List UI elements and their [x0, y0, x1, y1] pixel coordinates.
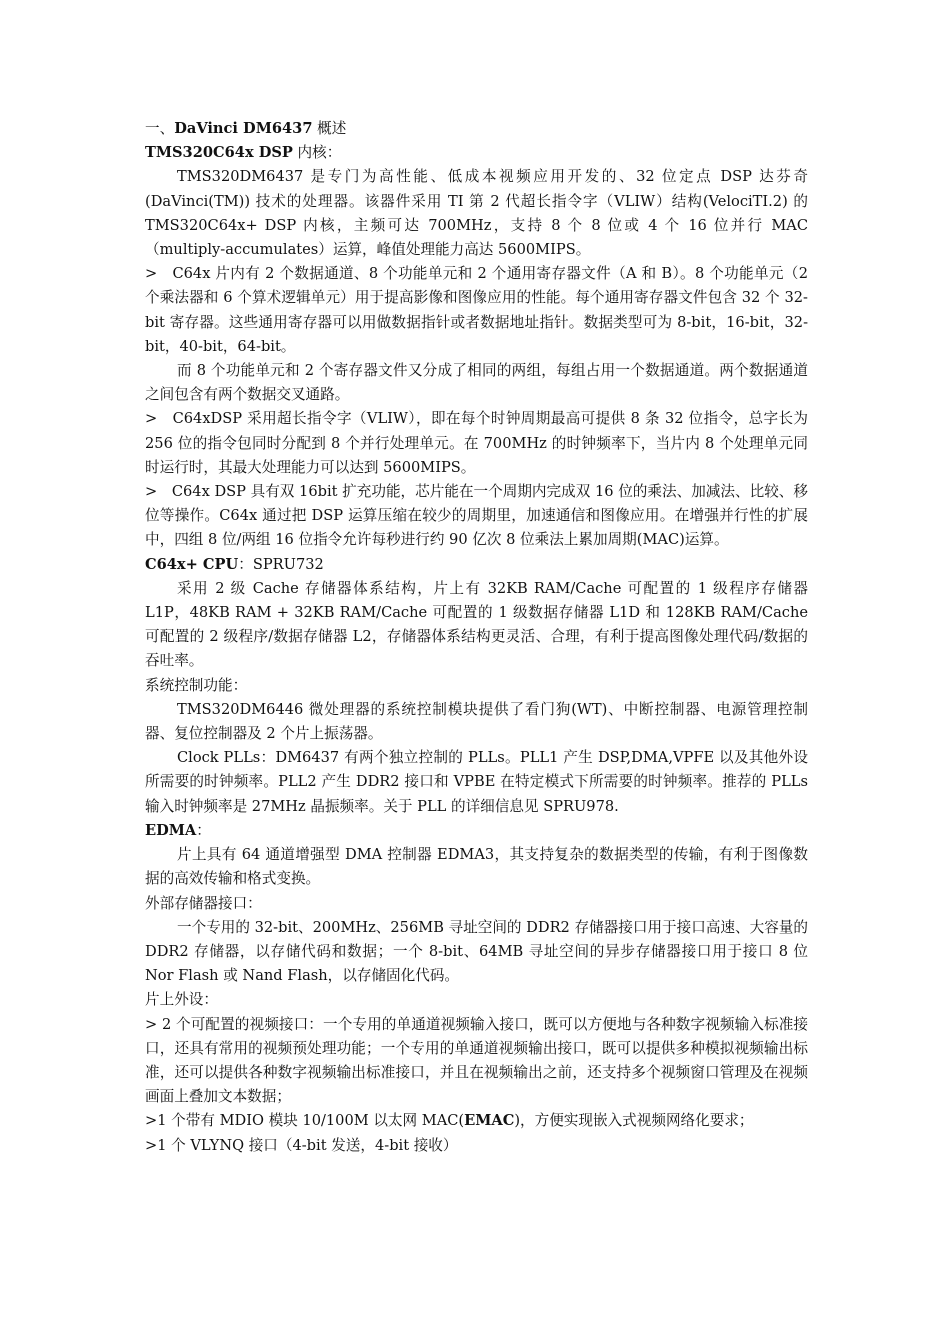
paragraph-system-control: TMS320DM6446 微处理器的系统控制模块提供了看门狗(WT)、中断控制器、电源管理控制器、复位控制器及 2 个片上振荡器。: [145, 700, 808, 743]
section-heading-external-memory: 外部存储器接口：: [145, 894, 262, 912]
paragraph-functional-units: 而 8 个功能单元和 2 个寄存器文件又分成了相同的两组，每组占用一个数据通道。两个数据通道之间包含有两个数据交叉通路。: [145, 362, 808, 404]
paragraph-clock-plls: Clock PLLs：DM6437 有两个独立控制的 PLLs。PLL1 产生 DSP,DMA,VPFE 以及其他外设所需要的时钟频率。PLL2 产生 DDR2 接口和 VPBE 在特定模式下所需要的时钟频率。推荐的 PLLs 输入时钟频率是 27MHz 晶振频率。关于 PLL 的详细信息见 SPRU978.: [145, 749, 808, 815]
section-heading-cpu: C64x+ CPU：SPRU732: [145, 555, 324, 573]
section-heading-system-control: 系统控制功能：: [145, 676, 248, 694]
document-page: [145, 117, 808, 1158]
bullet-dual-16bit: > C64x DSP 具有双 16bit 扩充功能，芯片能在一个周期内完成双 16 位的乘法、加减法、比较、移位等操作。C64x 通过把 DSP 运算压缩在较少的周期里，加速通信和图像应用。在增强并行性的扩展中，四组 8 位/两组 16 位指令允许每秒进行约 90 亿次 8 位乘法上累加周期(MAC)运算。: [145, 483, 808, 549]
paragraph-intro: TMS320DM6437 是专门为高性能、低成本视频应用开发的、32 位定点 DSP 达芬奇(DaVinci(TM)) 技术的处理器。该器件采用 TI 第 2 代超长指令字（VLIW）结构(VelociTI.2) 的 TMS320C64x+ DSP 内核，主频可达 700MHz，支持 8 个 8 位或 4 个 16 位并行 MAC（multiply-accumulates）运算，峰值处理能力高达 5600MIPS。: [145, 168, 808, 259]
paragraph-cache: 采用 2 级 Cache 存储器体系结构，片上有 32KB RAM/Cache 可配置的 1 级程序存储器 L1P，48KB RAM + 32KB RAM/Cache 可配置的 1 级数据存储器 L1D 和 128KB RAM/Cache 可配置的 2 级程序/数据存储器 L2，存储器体系结构更灵活、合理，有利于提高图像处理代码/数据的吞吐率。: [145, 579, 808, 670]
bullet-vliw: > C64xDSP 采用超长指令字（VLIW），即在每个时钟周期最高可提供 8 条 32 位指令，总字长为 256 位的指令包同时分配到 8 个并行处理单元。在 700MHz 的时钟频率下，当片内 8 个处理单元同时运行时，其最大处理能力可以达到 5600MIPS。: [145, 410, 808, 476]
section-heading-edma: EDMA：: [145, 821, 211, 839]
bullet-video-interfaces: > 2 个可配置的视频接口：一个专用的单通道视频输入接口，既可以方便地与各种数字视频输入标准接口，还具有常用的视频预处理功能；一个专用的单通道视频输出接口，既可以提供多种模拟视频输出标准，还可以提供各种数字视频输出标准接口，并且在视频输出之前，还支持多个视频窗口管理及在视频画面上叠加文本数据；: [145, 1015, 808, 1106]
section-heading-core: TMS320C64x DSP 内核：: [145, 144, 342, 162]
paragraph-external-memory: 一个专用的 32-bit、200MHz、256MB 寻址空间的 DDR2 存储器接口用于接口高速、大容量的 DDR2 存储器，以存储代码和数据；一个 8-bit、64MB 寻址空间的异步存储器接口用于接口 8 位 Nor Flash 或 Nand Flash，以存储固化代码。: [145, 918, 808, 985]
bullet-data-paths: > C64x 片内有 2 个数据通道、8 个功能单元和 2 个通用寄存器文件（A 和 B）。8 个功能单元（2 个乘法器和 6 个算术逻辑单元）用于提高影像和图像应用的性能。每个通用寄存器文件包含 32 个 32-bit 寄存器。这些通用寄存器可以用做数据指针或者数据地址指针。数据类型可为 8-bit，16-bit，32-bit，40-bit，64-bit。: [145, 265, 808, 355]
bullet-emac: >1 个带有 MDIO 模块 10/100M 以太网 MAC(EMAC)，方便实现嵌入式视频网络化要求；: [145, 1112, 754, 1130]
document-heading: 一、DaVinci DM6437 概述: [145, 120, 347, 137]
section-heading-peripherals: 片上外设：: [145, 991, 218, 1009]
paragraph-edma: 片上具有 64 通道增强型 DMA 控制器 EDMA3，其支持复杂的数据类型的传输，有利于图像数据的高效传输和格式变换。: [145, 846, 808, 888]
bullet-vlynq: >1 个 VLYNQ 接口（4-bit 发送，4-bit 接收）: [145, 1136, 458, 1154]
